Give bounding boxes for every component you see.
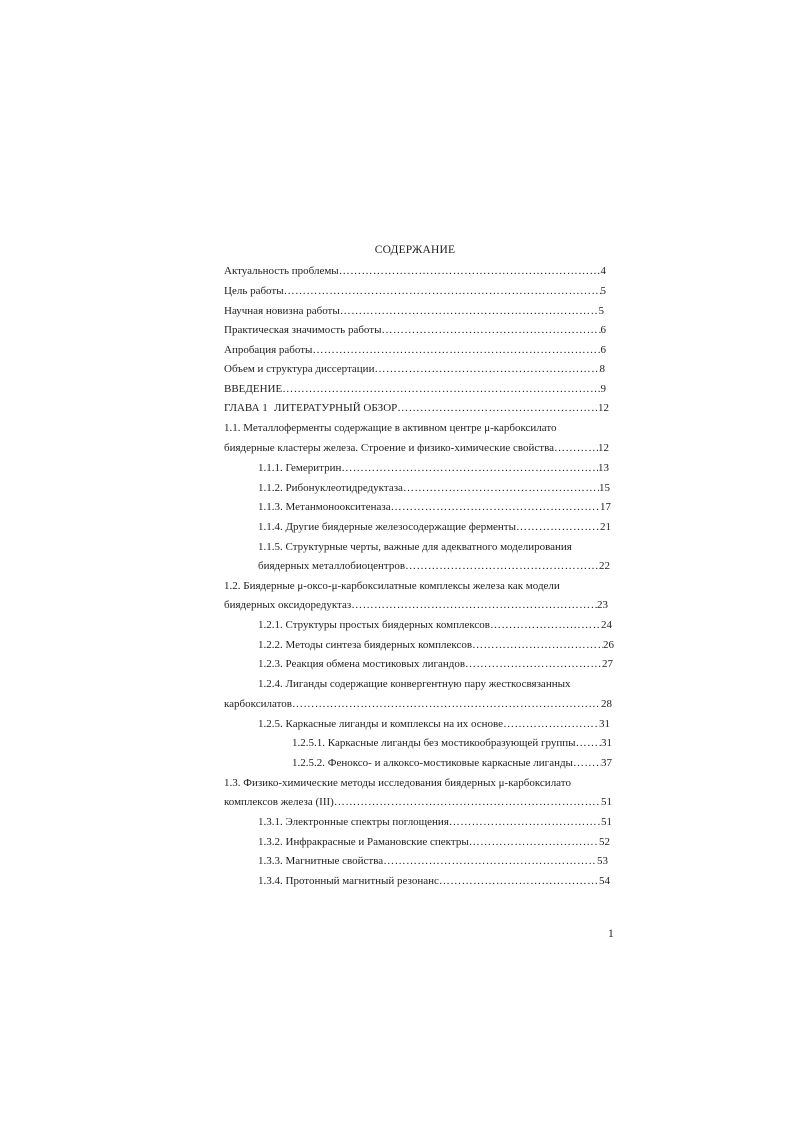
toc-leader	[339, 264, 601, 278]
toc-leader	[576, 736, 601, 750]
toc-entry	[258, 657, 613, 671]
toc-entry-text: 1.2. Биядерные μ-оксо-μ-карбоксилатные комплексы железа как модели	[224, 580, 560, 592]
toc-entry-page: 28	[601, 698, 612, 710]
toc-entry-page: 5	[598, 305, 604, 317]
toc-leader	[439, 874, 599, 888]
toc-entry	[224, 795, 612, 809]
toc-entry-text: 1.1.3. Метанмоноокситеназа	[258, 501, 391, 513]
toc-entry-page: 51	[601, 816, 612, 828]
toc-entry-text: 1.2.1. Структуры простых биядерных комплексов	[258, 619, 490, 631]
toc-entry	[292, 756, 612, 770]
toc-entry	[224, 284, 606, 298]
toc-leader	[292, 697, 601, 711]
toc-entry	[258, 854, 608, 868]
page-number: 1	[608, 928, 614, 940]
toc-leader	[391, 500, 600, 514]
toc-entry-page: 31	[601, 737, 612, 749]
toc-entry	[224, 382, 606, 396]
toc-entry-text: биядерные кластеры железа. Строение и физико-химические свойства	[224, 442, 554, 454]
toc-entry-page: 51	[601, 796, 612, 808]
toc-entry-text: биядерных оксидоредуктаз	[224, 599, 352, 611]
toc-entry-text: 1.3. Физико-химические методы исследования биядерных μ-карбоксилато	[224, 777, 571, 789]
toc-entry	[258, 874, 610, 888]
toc-entry	[292, 736, 612, 750]
toc-leader	[374, 362, 599, 376]
toc-entry-page: 23	[597, 599, 608, 611]
toc-entry	[224, 401, 609, 415]
toc-entry-page: 12	[598, 402, 609, 414]
toc-entry-text: 1.2.5.2. Феноксо- и алкоксо-мостиковые каркасные лиганды	[292, 757, 573, 769]
toc-entry-page: 24	[601, 619, 612, 631]
toc-entry	[224, 421, 606, 435]
toc-entry	[224, 304, 604, 318]
toc-leader	[516, 520, 600, 534]
toc-entry-text: Актуальность проблемы	[224, 265, 339, 277]
toc-entry-text: 1.1.5. Структурные черты, важные для адекватного моделирования	[258, 541, 572, 553]
toc-leader	[284, 284, 601, 298]
toc-entry-text: карбоксилатов	[224, 698, 292, 710]
toc-entry	[224, 264, 606, 278]
toc-entry	[224, 598, 608, 612]
toc-entry-page: 22	[599, 560, 610, 572]
toc-entry-text: комплексов железа (III)	[224, 796, 334, 808]
toc-entry-page: 52	[599, 836, 610, 848]
toc-entry	[258, 559, 610, 573]
toc-entry-text: 1.2.5. Каркасные лиганды и комплексы на их основе	[258, 718, 504, 730]
toc-entry-page: 54	[599, 875, 610, 887]
toc-entry	[224, 579, 606, 593]
toc-leader	[573, 756, 601, 770]
toc-entry-page: 13	[598, 462, 609, 474]
toc-entry-text: 1.1.2. Рибонуклеотидредуктаза	[258, 482, 403, 494]
toc-leader	[503, 717, 599, 731]
toc-entry-text: 1.3.3. Магнитные свойства	[258, 855, 384, 867]
toc-entry	[258, 481, 610, 495]
toc-entry-page: 5	[600, 285, 606, 297]
toc-entry-text: 1.3.2. Инфракрасные и Рамановские спектры	[258, 836, 469, 848]
toc-entry-page: 37	[601, 757, 612, 769]
toc-leader	[465, 657, 602, 671]
toc-entry-text: 1.1.4. Другие биядерные железосодержащие ферменты	[258, 521, 517, 533]
toc-entry-page: 17	[600, 501, 611, 513]
toc-entry-page: 6	[600, 344, 606, 356]
toc-leader	[472, 638, 603, 652]
toc-title: СОДЕРЖАНИЕ	[374, 244, 456, 256]
toc-entry-page: 27	[602, 658, 613, 670]
toc-entry	[224, 697, 612, 711]
toc-leader	[405, 559, 599, 573]
toc-leader	[403, 481, 599, 495]
toc-leader	[351, 598, 597, 612]
toc-entry	[224, 323, 606, 337]
toc-entry-text: 1.2.5.1. Каркасные лиганды без мостикообразующей группы	[292, 737, 576, 749]
toc-entry	[258, 540, 610, 554]
toc-entry	[258, 717, 610, 731]
toc-entry	[258, 520, 611, 534]
toc-entry-text: ЛИТЕРАТУРНЫЙ ОБЗОР	[274, 402, 398, 414]
toc-entry-page: 8	[599, 363, 605, 375]
toc-leader	[490, 618, 601, 632]
toc-leader	[449, 815, 601, 829]
toc-entry	[258, 461, 609, 475]
toc-leader	[282, 382, 600, 396]
toc-leader	[334, 795, 601, 809]
toc-entry-text: ВВЕДЕНИЕ	[224, 383, 283, 395]
toc-entry	[258, 638, 614, 652]
toc-entry-page: 21	[600, 521, 611, 533]
toc-entry-text: Практическая значимость работы	[224, 324, 382, 336]
toc-leader	[312, 343, 600, 357]
toc-entry	[224, 441, 609, 455]
toc-entry-page: 4	[600, 265, 606, 277]
toc-entry-page: 15	[599, 482, 610, 494]
toc-entry-text: Объем и структура диссертации	[224, 363, 375, 375]
toc-entry-text: 1.3.1. Электронные спектры поглощения	[258, 816, 449, 828]
toc-entry	[224, 362, 605, 376]
toc-entry-text: Научная новизна работы	[224, 305, 340, 317]
toc-entry	[258, 815, 612, 829]
toc-entry	[224, 343, 606, 357]
toc-entry	[258, 500, 611, 514]
toc-entry-text: 1.2.4. Лиганды содержащие конвергентную пару жесткосвязанных	[258, 678, 571, 690]
toc-entry	[258, 835, 610, 849]
toc-entry	[224, 776, 612, 790]
toc-leader	[469, 835, 599, 849]
toc-leader	[341, 461, 598, 475]
toc-entry-page: 12	[598, 442, 609, 454]
toc-entry-page: 31	[599, 718, 610, 730]
toc-entry-text: биядерных металлобиоцентров	[258, 560, 406, 572]
toc-entry	[258, 618, 612, 632]
toc-entry-page: 26	[603, 639, 614, 651]
toc-entry-text: Апробация работы	[224, 344, 313, 356]
toc-entry-text: 1.2.3. Реакция обмена мостиковых лигандов	[258, 658, 466, 670]
toc-entry-page: 53	[597, 855, 608, 867]
toc-chapter-label: ГЛАВА 1	[224, 402, 268, 414]
toc-entry-text: 1.1. Металлоферменты содержащие в активном центре μ-карбоксилато	[224, 422, 557, 434]
toc-entry-page: 6	[600, 324, 606, 336]
toc-entry	[258, 677, 610, 691]
toc-leader	[397, 401, 598, 415]
toc-entry-page: 9	[600, 383, 606, 395]
toc-entry-text: Цель работы	[224, 285, 284, 297]
toc-entry-text: 1.3.4. Протонный магнитный резонанс	[258, 875, 439, 887]
toc-leader	[554, 441, 598, 455]
toc-leader	[383, 854, 597, 868]
toc-entry-text: 1.1.1. Гемеритрин	[258, 462, 342, 474]
toc-leader	[340, 304, 599, 318]
toc-leader	[381, 323, 600, 337]
toc-entry-text: 1.2.2. Методы синтеза биядерных комплексов	[258, 639, 473, 651]
